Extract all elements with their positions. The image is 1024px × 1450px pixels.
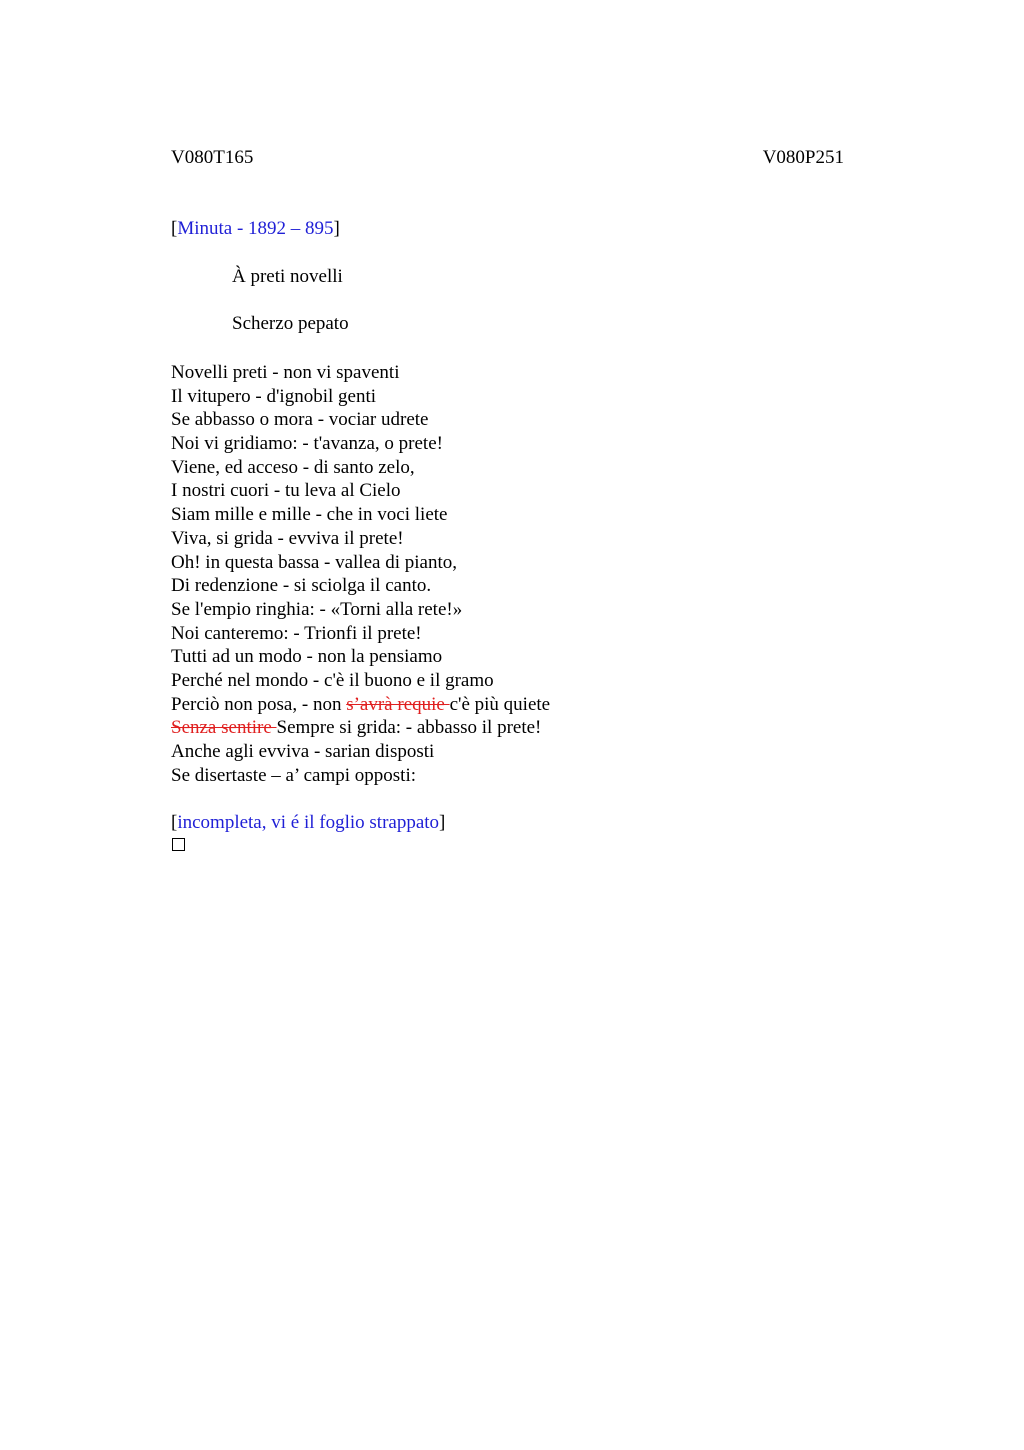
- verse-line: Di redenzione - si sciolga il canto.: [171, 575, 432, 597]
- verse-line: Noi canteremo: - Trionfi il prete!: [171, 622, 422, 644]
- verse-line: Noi vi gridiamo: - t'avanza, o prete!: [171, 433, 443, 455]
- document-code-left: V080T165: [171, 147, 254, 168]
- poem-subtitle: Scherzo pepato: [232, 313, 349, 334]
- verse-line: Oh! in questa bassa - vallea di pianto,: [171, 551, 457, 573]
- page-header: [171, 146, 844, 170]
- verse-line: Viene, ed acceso - di santo zelo,: [171, 456, 415, 478]
- verse-text: Sempre si grida: - abbasso il prete!: [276, 717, 542, 739]
- verse-text: c'è più quiete: [449, 693, 551, 715]
- document-page: [171, 146, 844, 833]
- verse-text: Perciò non posa, - non: [171, 693, 347, 715]
- bracket-open: [: [171, 218, 178, 239]
- verse-line-with-deletion: [171, 716, 550, 740]
- bracket-close: ]: [439, 812, 446, 833]
- verse-line: Tutti ad un modo - non la pensiamo: [171, 646, 443, 668]
- verse-line: Se abbasso o mora - vociar udrete: [171, 409, 429, 431]
- struck-through-text: s’avrà requie: [346, 693, 450, 715]
- verse-line: I nostri cuori - tu leva al Cielo: [171, 480, 401, 502]
- document-code-right: V080P251: [762, 147, 844, 168]
- poem-body: [171, 361, 550, 787]
- empty-square-icon: [172, 838, 185, 851]
- struck-through-text: Senza sentire: [171, 717, 277, 739]
- draft-date-note: Minuta - 1892 – 895: [177, 218, 334, 239]
- verse-line: Il vitupero - d'ignobil genti: [171, 385, 377, 407]
- verse-line-with-deletion: [171, 693, 550, 717]
- poem-title: À preti novelli: [232, 266, 343, 287]
- verse-line: Se disertaste – a’ campi opposti:: [171, 764, 417, 786]
- verse-line: Viva, si grida - evviva il prete!: [171, 527, 404, 549]
- verse-line: Siam mille e mille - che in voci liete: [171, 504, 448, 526]
- incomplete-note: incompleta, vi é il foglio strappato: [177, 812, 440, 833]
- editorial-note-incomplete: [171, 811, 445, 835]
- editorial-note-draft: [171, 217, 340, 241]
- bracket-open: [: [171, 812, 178, 833]
- verse-line: Se l'empio ringhia: - «Torni alla rete!»: [171, 598, 463, 620]
- verse-line: Perché nel mondo - c'è il buono e il gramo: [171, 669, 494, 691]
- verse-line: Novelli preti - non vi spaventi: [171, 362, 400, 383]
- verse-line: Anche agli evviva - sarian disposti: [171, 741, 435, 762]
- bracket-close: ]: [333, 218, 340, 239]
